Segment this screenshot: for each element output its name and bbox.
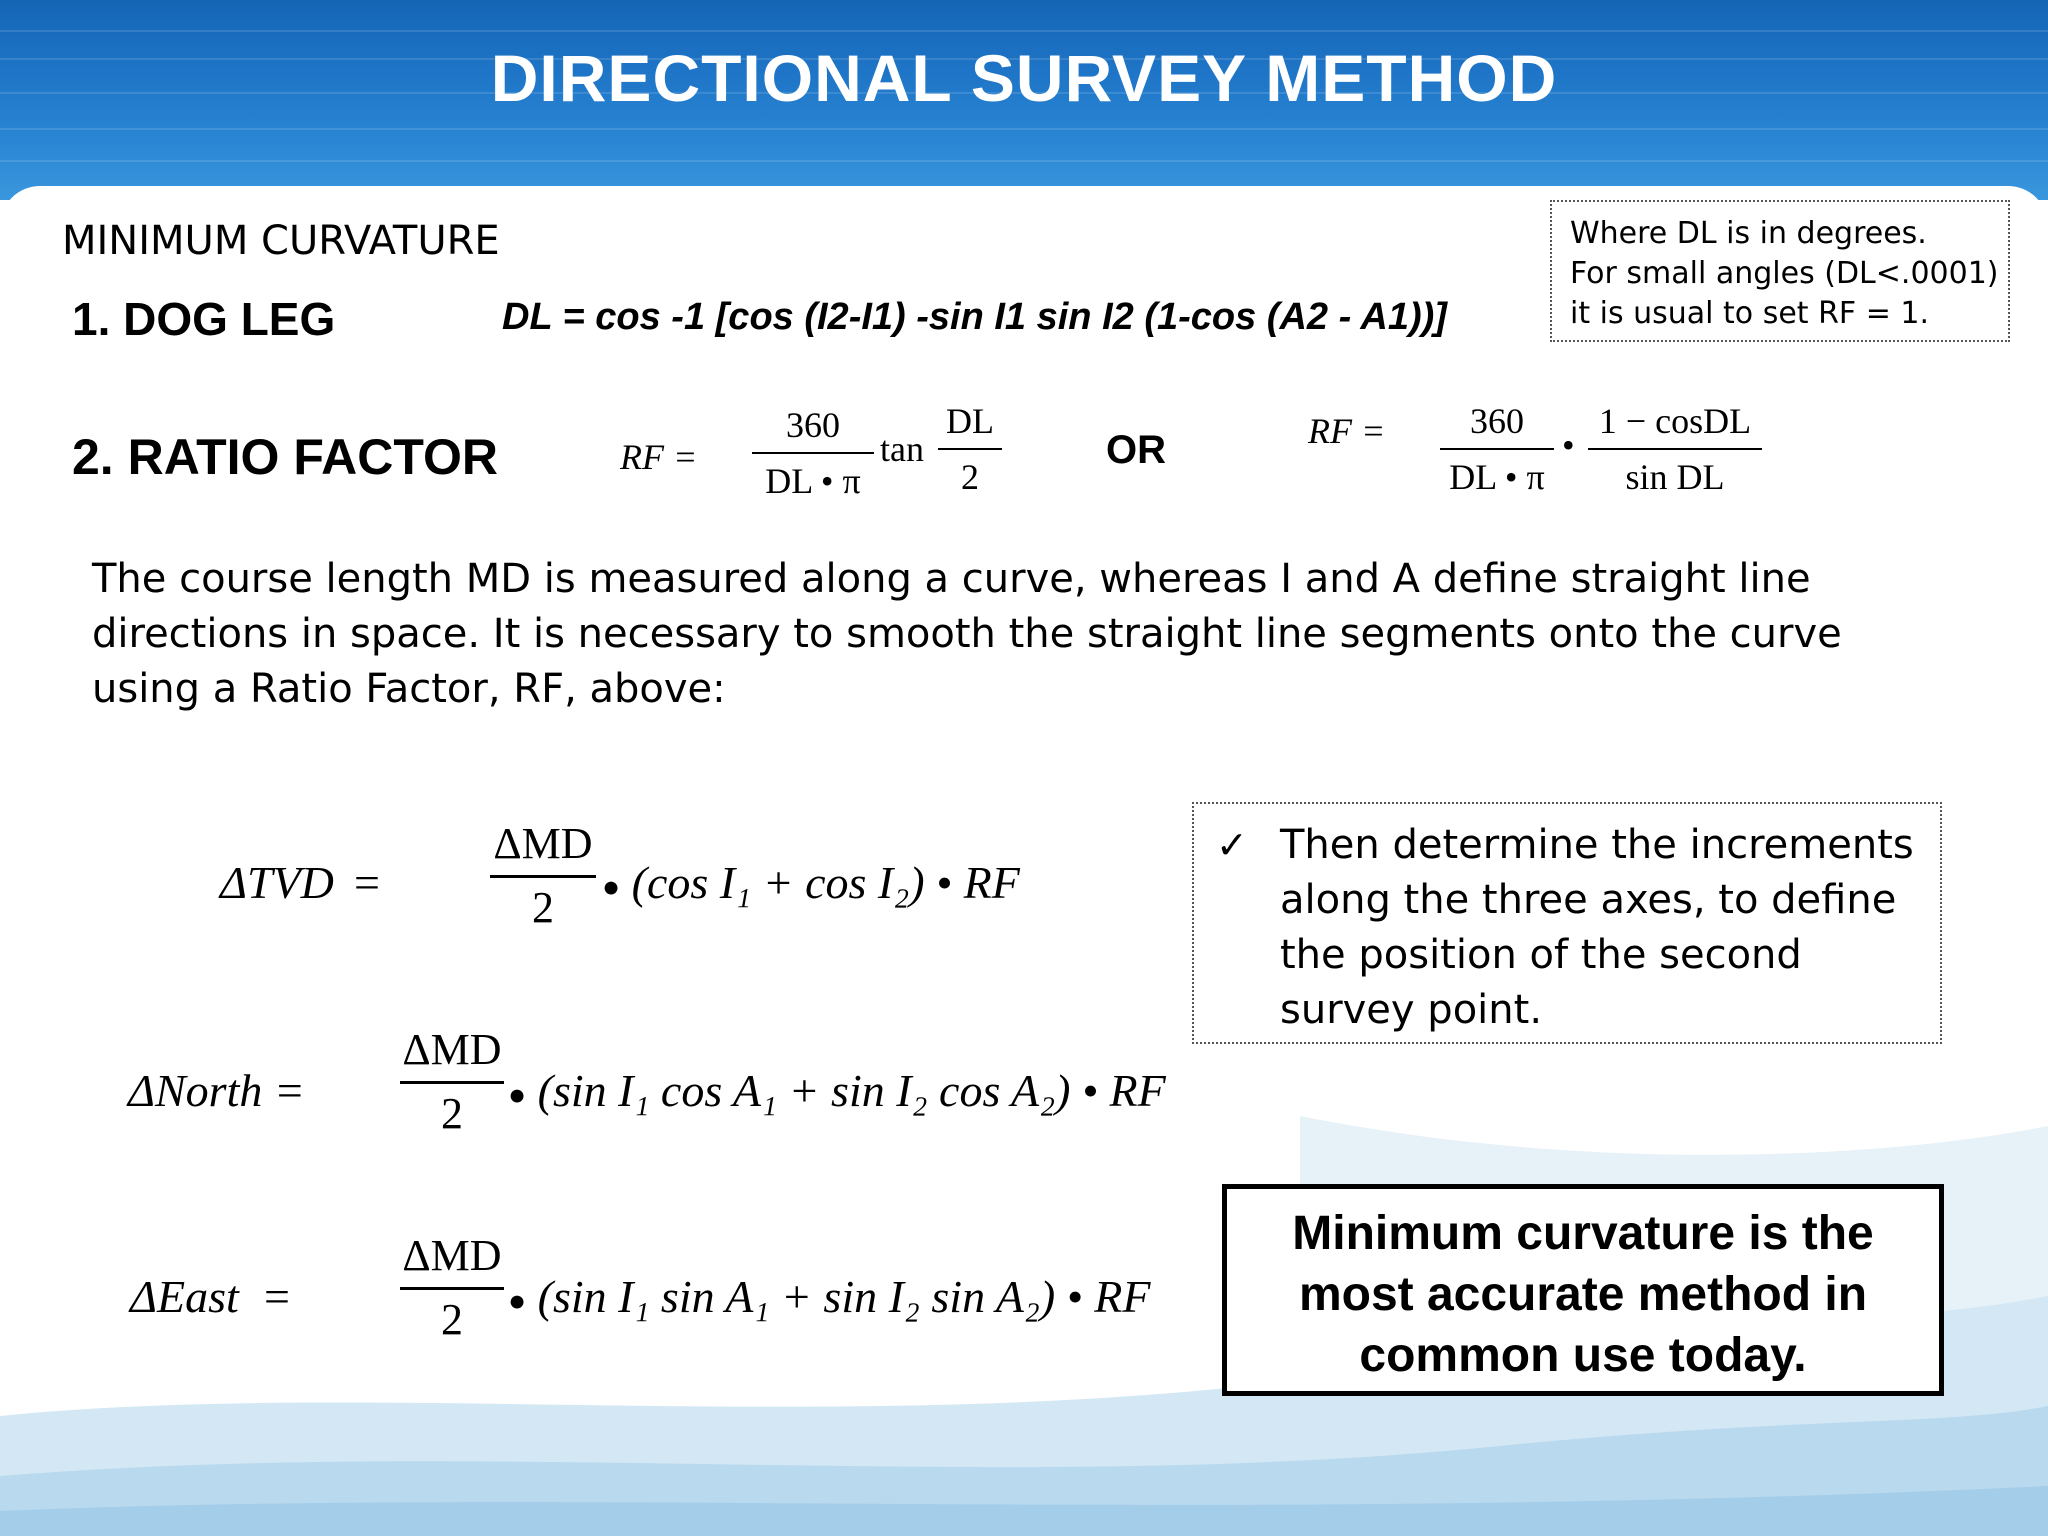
tvd-equals: =	[354, 857, 380, 908]
summary-box	[1222, 1184, 1944, 1396]
tvd-fraction	[490, 818, 596, 933]
increments-note-text: Then determine the increments along the three axes, to define the position of the second survey point.	[1280, 822, 1914, 1033]
or-label: OR	[1106, 428, 1166, 472]
checkmark-icon: ✓	[1216, 823, 1248, 867]
dogleg-formula: DL = cos -1 [cos (I2-I1) -sin I1 sin I2 (1-cos (A2 - A1))]	[502, 296, 1447, 338]
north-fraction	[400, 1024, 504, 1139]
ratio-factor-label: 2. RATIO FACTOR	[72, 429, 498, 485]
north-rhs: (sin I₁ cos A₁ + sin I₂ cos A₂) • RF	[537, 1065, 1166, 1116]
east-equals: =	[264, 1271, 290, 1322]
rf1-denominator: DL • π	[765, 461, 861, 501]
north-lhs: ΔNorth =	[128, 1065, 305, 1116]
dl-note-box	[1550, 200, 2010, 342]
north-numerator: ΔMD	[402, 1025, 502, 1074]
rf2-fraction	[1440, 400, 1554, 498]
rf1-lhs: RF =	[620, 437, 698, 477]
tvd-rhs: (cos I₁ + cos I₂) • RF	[631, 857, 1020, 908]
note-line: it is usual to set RF = 1.	[1570, 296, 1930, 331]
increments-note-box	[1192, 802, 1942, 1044]
note-line: For small angles (DL<.0001)	[1570, 256, 1999, 291]
rf2-fraction2	[1588, 400, 1762, 498]
east-numerator: ΔMD	[402, 1231, 502, 1280]
east-rhs: (sin I₁ sin A₁ + sin I₂ sin A₂) • RF	[537, 1271, 1151, 1322]
rf2-dot: •	[1562, 425, 1575, 465]
rf2-numerator2: 1 − cosDL	[1598, 401, 1752, 441]
north-denominator: 2	[441, 1089, 463, 1138]
slide-title: DIRECTIONAL SURVEY METHOD	[490, 41, 1558, 115]
explanation-paragraph: The course length MD is measured along a curve, whereas I and A define straight line directions in space. It is necessary to smooth the straight line segments onto the curve using a Ratio Factor, RF, above:	[92, 556, 1842, 712]
rf1-arg-numerator: DL	[946, 401, 994, 441]
tvd-numerator: ΔMD	[493, 819, 593, 868]
rf2-lhs: RF =	[1308, 411, 1386, 451]
tvd-lhs: ΔTVD	[220, 857, 334, 908]
east-denominator: 2	[441, 1295, 463, 1344]
dogleg-label: 1. DOG LEG	[72, 293, 336, 345]
rf1-numerator: 360	[786, 405, 840, 445]
east-lhs: ΔEast	[130, 1271, 239, 1322]
east-fraction	[400, 1230, 504, 1345]
note-line: Where DL is in degrees.	[1570, 216, 1927, 251]
rf1-fraction	[752, 404, 874, 502]
summary-line: most accurate method in	[1298, 1268, 1868, 1321]
rf2-denominator: DL • π	[1449, 457, 1545, 497]
rf1-arg-denominator: 2	[961, 457, 979, 497]
summary-line: Minimum curvature is the	[1292, 1207, 1874, 1260]
title-banner	[0, 0, 2048, 200]
tvd-denominator: 2	[532, 883, 554, 932]
rf2-denominator2: sin DL	[1625, 457, 1725, 497]
rf2-numerator: 360	[1470, 401, 1524, 441]
section-subtitle: MINIMUM CURVATURE	[62, 218, 500, 264]
rf1-arg-fraction	[938, 400, 1002, 498]
summary-line: common use today.	[1359, 1329, 1807, 1382]
rf1-tan: tan	[880, 429, 924, 469]
